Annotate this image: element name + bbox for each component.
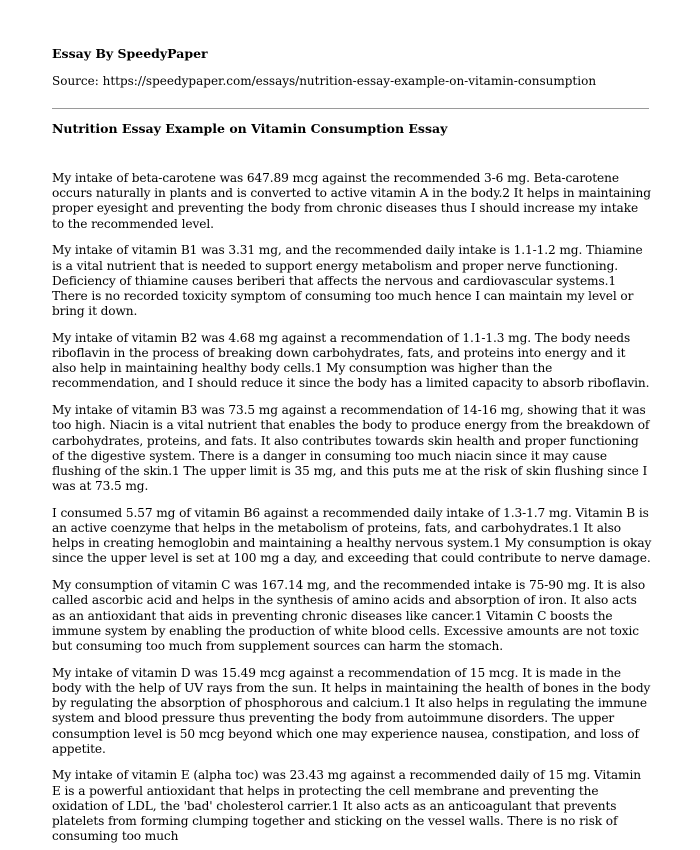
header-divider bbox=[52, 108, 649, 109]
source-line: Source: https://speedypaper.com/essays/nutrition-essay-example-on-vitamin-consumption bbox=[52, 74, 597, 88]
essay-body bbox=[52, 171, 652, 850]
document-header-title: Essay By SpeedyPaper bbox=[52, 46, 208, 61]
paragraph-vitamin-e: My intake of vitamin E (alpha toc) was 23.43 mg against a recommended daily of 15 mg. Vitamin E is a powerful antioxidant that helps in protecting the cell membrane and preventing the oxidation of LDL, the 'bad' cholesterol carrier.1 It also acts as an anticoagulant that prevents platelets from forming clumping together and sticking on the vessel walls. There is no risk of consuming too much bbox=[52, 768, 641, 844]
essay-title: Nutrition Essay Example on Vitamin Consumption Essay bbox=[52, 121, 448, 136]
paragraph-vitamin-b3: My intake of vitamin B3 was 73.5 mg against a recommendation of 14-16 mg, showing that it was too high. Niacin is a vital nutrient that enables the body to produce energy from the breakdown of carbohydrates, proteins, and fats. It also contributes towards skin health and proper functioning of the digestive system. There is a danger in consuming too much niacin since it may cause flushing of the skin.1 The upper limit is 35 mg, and this puts me at the risk of skin flushing since I was at 73.5 mg. bbox=[52, 403, 650, 494]
paragraph-vitamin-c: My consumption of vitamin C was 167.14 mg, and the recommended intake is 75-90 mg. It is also called ascorbic acid and helps in the synthesis of amino acids and absorption of iron. It also acts as an antioxidant that aids in preventing chronic diseases like cancer.1 Vitamin C boosts the immune system by enabling the production of white blood cells. Excessive amounts are not toxic but consuming too much from supplement sources can harm the stomach. bbox=[52, 578, 646, 653]
paragraph-vitamin-d: My intake of vitamin D was 15.49 mcg against a recommendation of 15 mcg. It is made in the body with the help of UV rays from the sun. It helps in maintaining the health of bones in the body by regulating the absorption of phosphorous and calcium.1 It also helps in regulating the immune system and blood pressure thus preventing the body from autoimmune disorders. The upper consumption level is 50 mcg beyond which one may experience nausea, constipation, and loss of appetite. bbox=[52, 665, 651, 756]
paragraph-vitamin-b2: My intake of vitamin B2 was 4.68 mg against a recommendation of 1.1-1.3 mg. The body needs riboflavin in the process of breaking down carbohydrates, fats, and proteins into energy and it also help in maintaining healthy body cells.1 My consumption was higher than the recommendation, and I should reduce it since the body has a limited capacity to absorb riboflavin. bbox=[52, 330, 650, 391]
paragraph-vitamin-b1: My intake of vitamin B1 was 3.31 mg, and the recommended daily intake is 1.1-1.2 mg. Thiamine is a vital nutrient that is needed to support energy metabolism and proper nerve functioning. Deficiency of thiamine causes beriberi that affects the nervous and cardiovascular systems.1 There is no recorded toxicity symptom of consuming too much hence I can maintain my level or bring it down. bbox=[52, 243, 643, 319]
paragraph-vitamin-b6: I consumed 5.57 mg of vitamin B6 against a recommended daily intake of 1.3-1.7 mg. Vitamin B is an active coenzyme that helps in the metabolism of proteins, fats, and carbohydrates.1 It also helps in creating hemoglobin and maintaining a healthy nervous system.1 My consumption is okay since the upper level is set at 100 mg a day, and exceeding that could contribute to nerve damage. bbox=[52, 505, 652, 566]
paragraph-beta-carotene: My intake of beta-carotene was 647.89 mcg against the recommended 3-6 mg. Beta-carotene occurs naturally in plants and is converted to active vitamin A in the body.2 It helps in maintaining proper eyesight and preventing the body from chronic diseases thus I should increase my intake to the recommended level. bbox=[52, 171, 651, 231]
